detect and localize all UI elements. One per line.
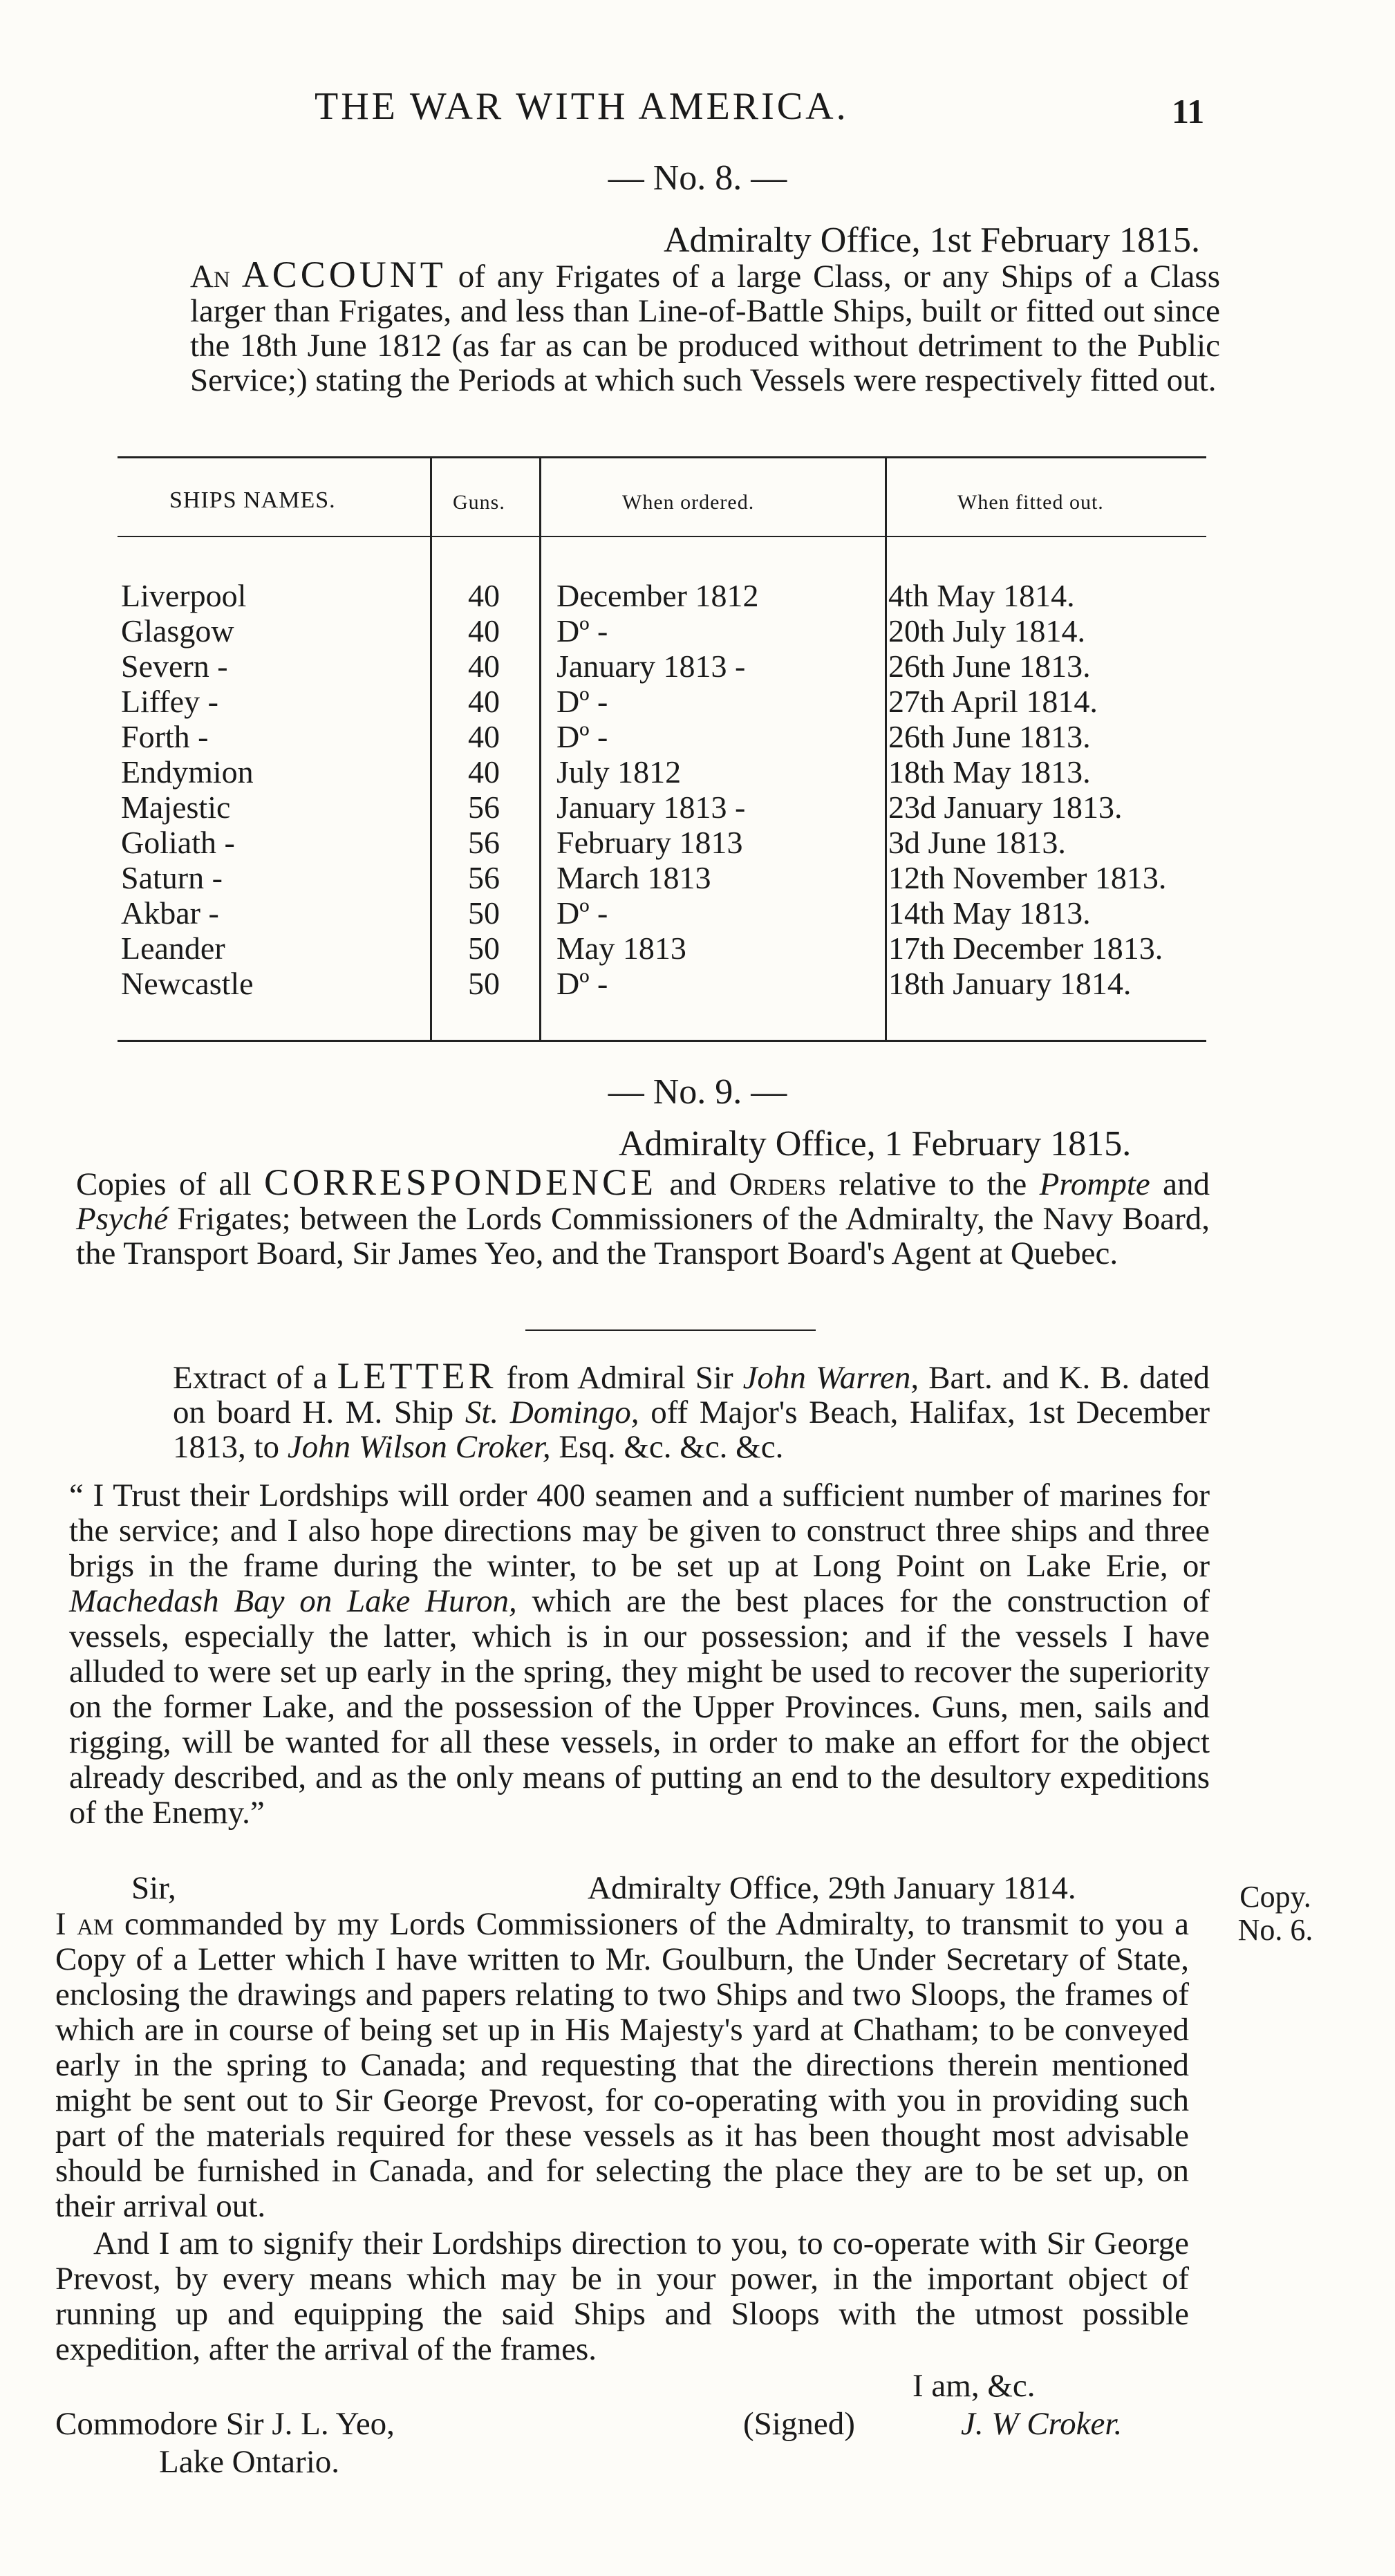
when-ordered-cell: December 1812 xyxy=(556,578,759,613)
ship-name-cell: Liffey - xyxy=(121,684,218,719)
intro-rest: Frigates; between the Lords Commissioners of the Admiralty, the Navy Board, the Transport Board, Sir James Yeo, and the Transport Board's Agent at Quebec. xyxy=(76,1201,1210,1271)
addressee-location: Lake Ontario. xyxy=(159,2444,340,2480)
ship-name-cell: Forth - xyxy=(121,719,209,754)
ship-name-cell: Goliath - xyxy=(121,825,235,860)
ship-name-cell: Leander xyxy=(121,931,225,966)
extract-croker: John Wilson Croker, xyxy=(287,1429,551,1465)
ship-name-cell: Saturn - xyxy=(121,860,223,895)
when-fitted-cell: 14th May 1813. xyxy=(888,895,1091,931)
letter-closing: I am, &c. xyxy=(912,2368,1036,2404)
letter-paragraph-1 xyxy=(55,1907,1189,2224)
section-divider xyxy=(525,1329,816,1331)
ship-name-cell: Majestic xyxy=(121,790,231,825)
guns-cell: 40 xyxy=(468,578,500,613)
running-header: THE WAR WITH AMERICA. xyxy=(315,85,849,128)
extract-caps: LETTER xyxy=(337,1355,497,1397)
table-row xyxy=(121,824,1199,859)
intro-lead: Copies of all xyxy=(76,1166,252,1202)
table-row xyxy=(121,613,1199,647)
th-ship-names: SHIPS NAMES. xyxy=(169,487,336,513)
when-ordered-cell: February 1813 xyxy=(556,825,743,860)
guns-cell: 40 xyxy=(468,613,500,648)
table-top-rule xyxy=(118,456,1206,458)
section-8-dateline: Admiralty Office, 1st February 1815. xyxy=(664,221,1200,260)
ship-name-cell: Glasgow xyxy=(121,613,234,648)
guns-cell: 40 xyxy=(468,648,500,684)
when-ordered-cell: Dº - xyxy=(556,895,608,931)
intro-mid2: relative to the xyxy=(839,1166,1027,1202)
extract-ship: St. Domingo, xyxy=(465,1394,639,1430)
guns-cell: 56 xyxy=(468,860,500,895)
when-ordered-cell: March 1813 xyxy=(556,860,711,895)
letter-salutation: Sir, xyxy=(131,1870,176,1906)
margin-note-number: No. 6. xyxy=(1237,1913,1313,1947)
signed-label: (Signed) xyxy=(743,2406,855,2442)
when-ordered-cell: Dº - xyxy=(556,684,608,719)
ship-name-cell: Liverpool xyxy=(121,578,247,613)
section-9-number: — No. 9. — xyxy=(608,1072,787,1112)
when-ordered-cell: Dº - xyxy=(556,613,608,648)
intro-text: of any Frigates of a large Class, or any Ships of a Class larger than Frigates, and less than Line-of-Battle Ships, built or fitted out since the 18th June 1812 (as far as can be produced without detriment to the Public Service;) stating the Periods at which such Vessels were respectively fitted out. xyxy=(190,259,1220,398)
intro-orders: Orders xyxy=(729,1166,827,1202)
margin-note-copy: Copy. xyxy=(1239,1880,1311,1914)
when-ordered-cell: Dº - xyxy=(556,966,608,1001)
guns-cell: 56 xyxy=(468,790,500,825)
table-row xyxy=(121,648,1199,682)
extract-warren: John Warren, xyxy=(742,1360,919,1396)
when-ordered-cell: May 1813 xyxy=(556,931,686,966)
extract-part1: from Admiral Sir xyxy=(506,1360,733,1396)
table-row xyxy=(121,965,1199,1000)
page-number: 11 xyxy=(1172,92,1205,131)
quote-part1: “ I Trust their Lordships will order 400 seamen and a sufficient number of marines for the service; and I also hope directions may be given to construct three ships and three brigs in the frame during the winter, to be set up at Long Point on Lake Erie, or xyxy=(69,1477,1210,1584)
table-row xyxy=(121,718,1199,753)
extract-part2: Bart. and K. B. dated on board H. M. Ship xyxy=(173,1360,1210,1430)
when-fitted-cell: 12th November 1813. xyxy=(888,860,1167,895)
when-ordered-cell: January 1813 - xyxy=(556,648,746,684)
intro-and: and xyxy=(1163,1166,1210,1202)
when-fitted-cell: 18th May 1813. xyxy=(888,754,1091,790)
letter-dateline: Admiralty Office, 29th January 1814. xyxy=(588,1870,1076,1906)
quote-part2: which are the best places for the construction of vessels, especially the latter, which is in our possession; and if the vessels I have alluded to were set up early in the spring, they might be used to recover the superiority on the former Lake, and the possession of the Upper Provinces. Guns, men, sails and rigging, will be wanted for all these vessels, in order to make an effort for the object already described, and as the only means of putting an end to the desultory expeditions of the Enemy.” xyxy=(69,1583,1210,1831)
th-when-fitted: When fitted out. xyxy=(957,491,1104,514)
when-fitted-cell: 4th May 1814. xyxy=(888,578,1075,613)
when-fitted-cell: 27th April 1814. xyxy=(888,684,1098,719)
guns-cell: 40 xyxy=(468,684,500,719)
table-header-rule xyxy=(118,536,1206,537)
extract-quote xyxy=(69,1478,1210,1831)
th-guns: Guns. xyxy=(453,491,505,514)
table-row xyxy=(121,895,1199,929)
section-9-intro xyxy=(76,1161,1210,1271)
guns-cell: 40 xyxy=(468,719,500,754)
table-row xyxy=(121,683,1199,718)
guns-cell: 56 xyxy=(468,825,500,860)
when-fitted-cell: 20th July 1814. xyxy=(888,613,1085,648)
guns-cell: 40 xyxy=(468,754,500,790)
guns-cell: 50 xyxy=(468,931,500,966)
when-fitted-cell: 17th December 1813. xyxy=(888,931,1163,966)
quote-place: Machedash Bay on Lake Huron, xyxy=(69,1583,517,1619)
when-fitted-cell: 26th June 1813. xyxy=(888,719,1091,754)
when-ordered-cell: January 1813 - xyxy=(556,790,746,825)
letter-paragraph-2: And I am to signify their Lordships direction to you, to co-operate with Sir George Prevost, by every means which may be in your power, in the important object of running up and equipping the said Ships and Sloops with the utmost possible expedition, after the arrival of the frames. xyxy=(55,2225,1189,2367)
letter-p1-lead: I am xyxy=(55,1906,114,1942)
ship-psyche: Psyché xyxy=(76,1201,169,1237)
signature: J. W Croker. xyxy=(961,2406,1123,2442)
ship-name-cell: Newcastle xyxy=(121,966,254,1001)
extract-part3: off Major's Beach, Halifax, 1st December 1813, to xyxy=(173,1394,1210,1465)
table-row xyxy=(121,859,1199,894)
ship-name-cell: Severn - xyxy=(121,648,228,684)
table-row xyxy=(121,754,1199,788)
table-row xyxy=(121,577,1199,612)
when-fitted-cell: 3d June 1813. xyxy=(888,825,1066,860)
ship-name-cell: Endymion xyxy=(121,754,254,790)
when-fitted-cell: 26th June 1813. xyxy=(888,648,1091,684)
when-ordered-cell: Dº - xyxy=(556,719,608,754)
table-row xyxy=(121,930,1199,964)
table-bottom-rule xyxy=(118,1040,1206,1042)
intro-mid: and xyxy=(669,1166,717,1202)
letter-p1-text: commanded by my Lords Commissioners of the Admiralty, to transmit to you a Copy of a Letter which I have written to Mr. Goulburn, the Under Secretary of State, enclosing the drawings and papers relating to two Ships and two Sloops, the frames of which are in course of being set up in His Majesty's yard at Chatham; to be conveyed early in the spring to Canada; and requesting that the directions therein mentioned might be sent out to Sir George Prevost, for co-operating with you in providing such part of the materials required for these vessels as it has been thought most advisable should be furnished in Canada, and for selecting the place they are to be set up, on their arrival out. xyxy=(55,1906,1190,2224)
when-ordered-cell: July 1812 xyxy=(556,754,682,790)
extract-part4: Esq. &c. &c. &c. xyxy=(559,1429,784,1465)
ship-prompte: Prompte xyxy=(1039,1166,1150,1202)
when-fitted-cell: 18th January 1814. xyxy=(888,966,1132,1001)
guns-cell: 50 xyxy=(468,895,500,931)
section-9-dateline: Admiralty Office, 1 February 1815. xyxy=(619,1124,1132,1164)
th-when-ordered: When ordered. xyxy=(622,491,755,514)
extract-heading xyxy=(173,1355,1210,1465)
intro-caps: CORRESPONDENCE xyxy=(263,1161,657,1203)
section-8-intro xyxy=(190,254,1220,398)
intro-caps: ACCOUNT xyxy=(241,254,447,295)
ship-name-cell: Akbar - xyxy=(121,895,219,931)
addressee-name: Commodore Sir J. L. Yeo, xyxy=(55,2406,395,2442)
section-8-number: — No. 8. — xyxy=(608,158,787,198)
intro-lead: An xyxy=(190,259,230,295)
guns-cell: 50 xyxy=(468,966,500,1001)
margin-note xyxy=(1224,1880,1327,1947)
extract-lead: Extract of a xyxy=(173,1360,328,1396)
when-fitted-cell: 23d January 1813. xyxy=(888,790,1123,825)
table-row xyxy=(121,789,1199,823)
